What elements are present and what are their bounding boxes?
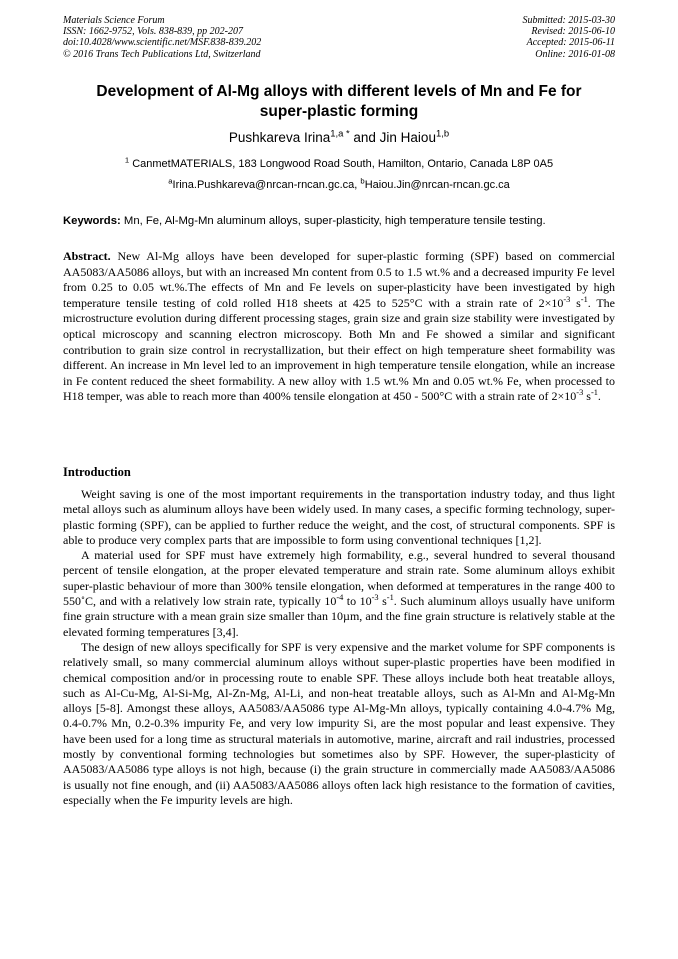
affiliation xyxy=(63,157,615,171)
intro-p2-exponent-2: -3 xyxy=(371,593,379,603)
author-2-affiliation-mark: 1,b xyxy=(435,128,450,140)
author-conjunction: and xyxy=(349,130,380,145)
author-1-affiliation-mark: 1,a * xyxy=(330,128,350,140)
abstract-exponent-3: -3 xyxy=(576,388,584,398)
abstract-text-2: s xyxy=(570,295,581,310)
paper-title xyxy=(63,82,615,122)
online-date: Online: 2016-01-08 xyxy=(535,48,615,60)
abstract-text-5: . xyxy=(597,389,601,404)
intro-paragraph-2 xyxy=(63,548,615,640)
intro-p2-exponent-3: -1 xyxy=(386,593,394,603)
journal-info xyxy=(63,15,261,60)
intro-paragraph-1: Weight saving is one of the most important requirements in the transportation industry today, and thus light metal alloys such as aluminum alloys have been widely used. In many cases, a specific forming technology, super-plastic forming (SPF), can be applied to further reduce the weight, and the cost, of structural components. SPF is able to produce very complex parts that are impossible to form using conventional techniques [1,2]. xyxy=(63,487,615,547)
abstract xyxy=(63,249,615,405)
intro-p2-text-3: s xyxy=(378,594,387,609)
issn-line: ISSN: 1662-9752, Vols. 838-839, pp 202-207 xyxy=(63,26,243,38)
intro-p2-exponent-1: -4 xyxy=(336,593,344,603)
author-1-name: Pushkareva Irina xyxy=(228,130,331,145)
introduction-body xyxy=(63,487,615,808)
revised-date: Revised: 2015-06-10 xyxy=(531,26,615,38)
author-list xyxy=(63,129,615,147)
keywords-label: Keywords: xyxy=(63,215,121,227)
abstract-text-3: . The microstructure evolution during different processing stages, grain size and grain size stability were investigated by optical microscopy and scanning electron microscopy. Both Mn and Fe showed a similar and significant contribution to grain size control in recrystallization, but their effect on high temperature sheet formability was different. An increase in Mn level led to an improvement in high temperature tensile elongation, while an increase in Fe content reduced the sheet formability. A new alloy with 1.5 wt.% Mn and 0.05 wt.% Fe, when processed to H18 temper, was able to reach more than 400% tensile elongation at 450 - 500°C with a strain rate of 2×10 xyxy=(63,295,615,404)
doi-line: doi:10.4028/www.scientific.net/MSF.838-839.202 xyxy=(63,37,262,49)
email-b-link[interactable]: Haiou.Jin@nrcan-rncan.gc.ca xyxy=(364,179,510,191)
submission-dates xyxy=(523,15,616,60)
abstract-exponent-2: -1 xyxy=(580,294,588,304)
author-2-name: Jin Haiou xyxy=(379,130,436,145)
submitted-date: Submitted: 2015-03-30 xyxy=(522,15,615,26)
affiliation-mark: 1 xyxy=(124,155,130,165)
accepted-date: Accepted: 2015-06-11 xyxy=(526,37,615,49)
introduction-heading: Introduction xyxy=(63,465,131,479)
abstract-text-1: New Al-Mg alloys have been developed for super-plastic forming (SPF) based on commercial AA5083/AA5086 alloys, but with an increased Mn content from 0.5 to 1.5 wt.% and a decreased impurity Fe level from 0.25 to 0.05 wt.%.The effects of Mn and Fe levels on super-plasticity have been investigated by high temperature tensile testing of cold rolled H18 sheets at 425 to 525°C with a strain rate of 2×10 xyxy=(63,249,615,310)
email-b-mark: b xyxy=(360,176,365,186)
journal-name: Materials Science Forum xyxy=(63,15,165,26)
title-line-1: Development of Al-Mg alloys with different levels of Mn and Fe for xyxy=(96,83,582,100)
keywords-text: Mn, Fe, Al-Mg-Mn aluminum alloys, super-plasticity, high temperature tensile testing. xyxy=(120,215,546,227)
email-a-mark: a xyxy=(168,176,173,186)
title-line-2: super-plastic forming xyxy=(259,103,419,120)
abstract-exponent-4: -1 xyxy=(590,388,598,398)
abstract-exponent-1: -3 xyxy=(563,294,571,304)
intro-p2-text-2: to 10 xyxy=(343,594,372,609)
intro-paragraph-3: The design of new alloys specifically for SPF is very expensive and the market volume for SPF components is relatively small, so many commercial aluminum alloys without super-plastic properties have been modified in chemical composition and/or in processing route to enable SPF. These alloys include both heat treatable alloys, such as Al-Cu-Mg, Al-Si-Mg, Al-Zn-Mg, Al-Li, and non-heat treatable alloys, such as Al-Mn and Al-Mg-Mn alloys [5-8]. Amongst these alloys, AA5083/AA5086 type Al-Mg-Mn alloys, typically containing 4.0-4.7% Mg, 0.4-0.7% Mn, 0.2-0.3% impurity Fe, and very low impurity Si, are the most popular and least expensive. They have been used for a long time as structural materials in automotive, marine, aircraft and rail industries, processed mostly by conventional forming technologies but sometimes also by SPF. However, the super-plasticity of AA5083/AA5086 type alloys is not high, because (i) the grain structure in commercially made AA5083/AA5086 is usually not fine enough, and (ii) AA5083/AA5086 alloys often lack high resistance to the formation of cavities, especially when the Fe impurity levels are high. xyxy=(63,639,615,807)
intro-p2-text-1: A material used for SPF must have extremely high formability, e.g., several hundred to several thousand percent of tensile elongation, at the proper elevated temperature and strain rate. Some aluminum alloys exhibit super-plastic behaviour of more than 300% tensile elongation, when deformed at temperatures in the range 400 to 550˚C, and with a relatively low strain rate, typically 10 xyxy=(63,548,615,609)
abstract-label: Abstract. xyxy=(63,249,111,263)
affiliation-text: CanmetMATERIALS, 183 Longwood Road South, Hamilton, Ontario, Canada L8P 0A5 xyxy=(129,158,554,170)
abstract-text-4: s xyxy=(583,389,591,404)
email-separator: , xyxy=(354,179,361,191)
copyright-line: © 2016 Trans Tech Publications Ltd, Switzerland xyxy=(63,48,261,60)
keywords xyxy=(63,214,615,228)
author-emails xyxy=(63,178,615,192)
intro-p2-text-4: . Such aluminum alloys usually have uniform fine grain structure with a mean grain size smaller than 10µm, and the fine grain structure is relatively stable at the elevated forming temperatures [3,4]. xyxy=(63,594,615,639)
email-a-link[interactable]: Irina.Pushkareva@nrcan-rncan.gc.ca xyxy=(172,179,355,191)
